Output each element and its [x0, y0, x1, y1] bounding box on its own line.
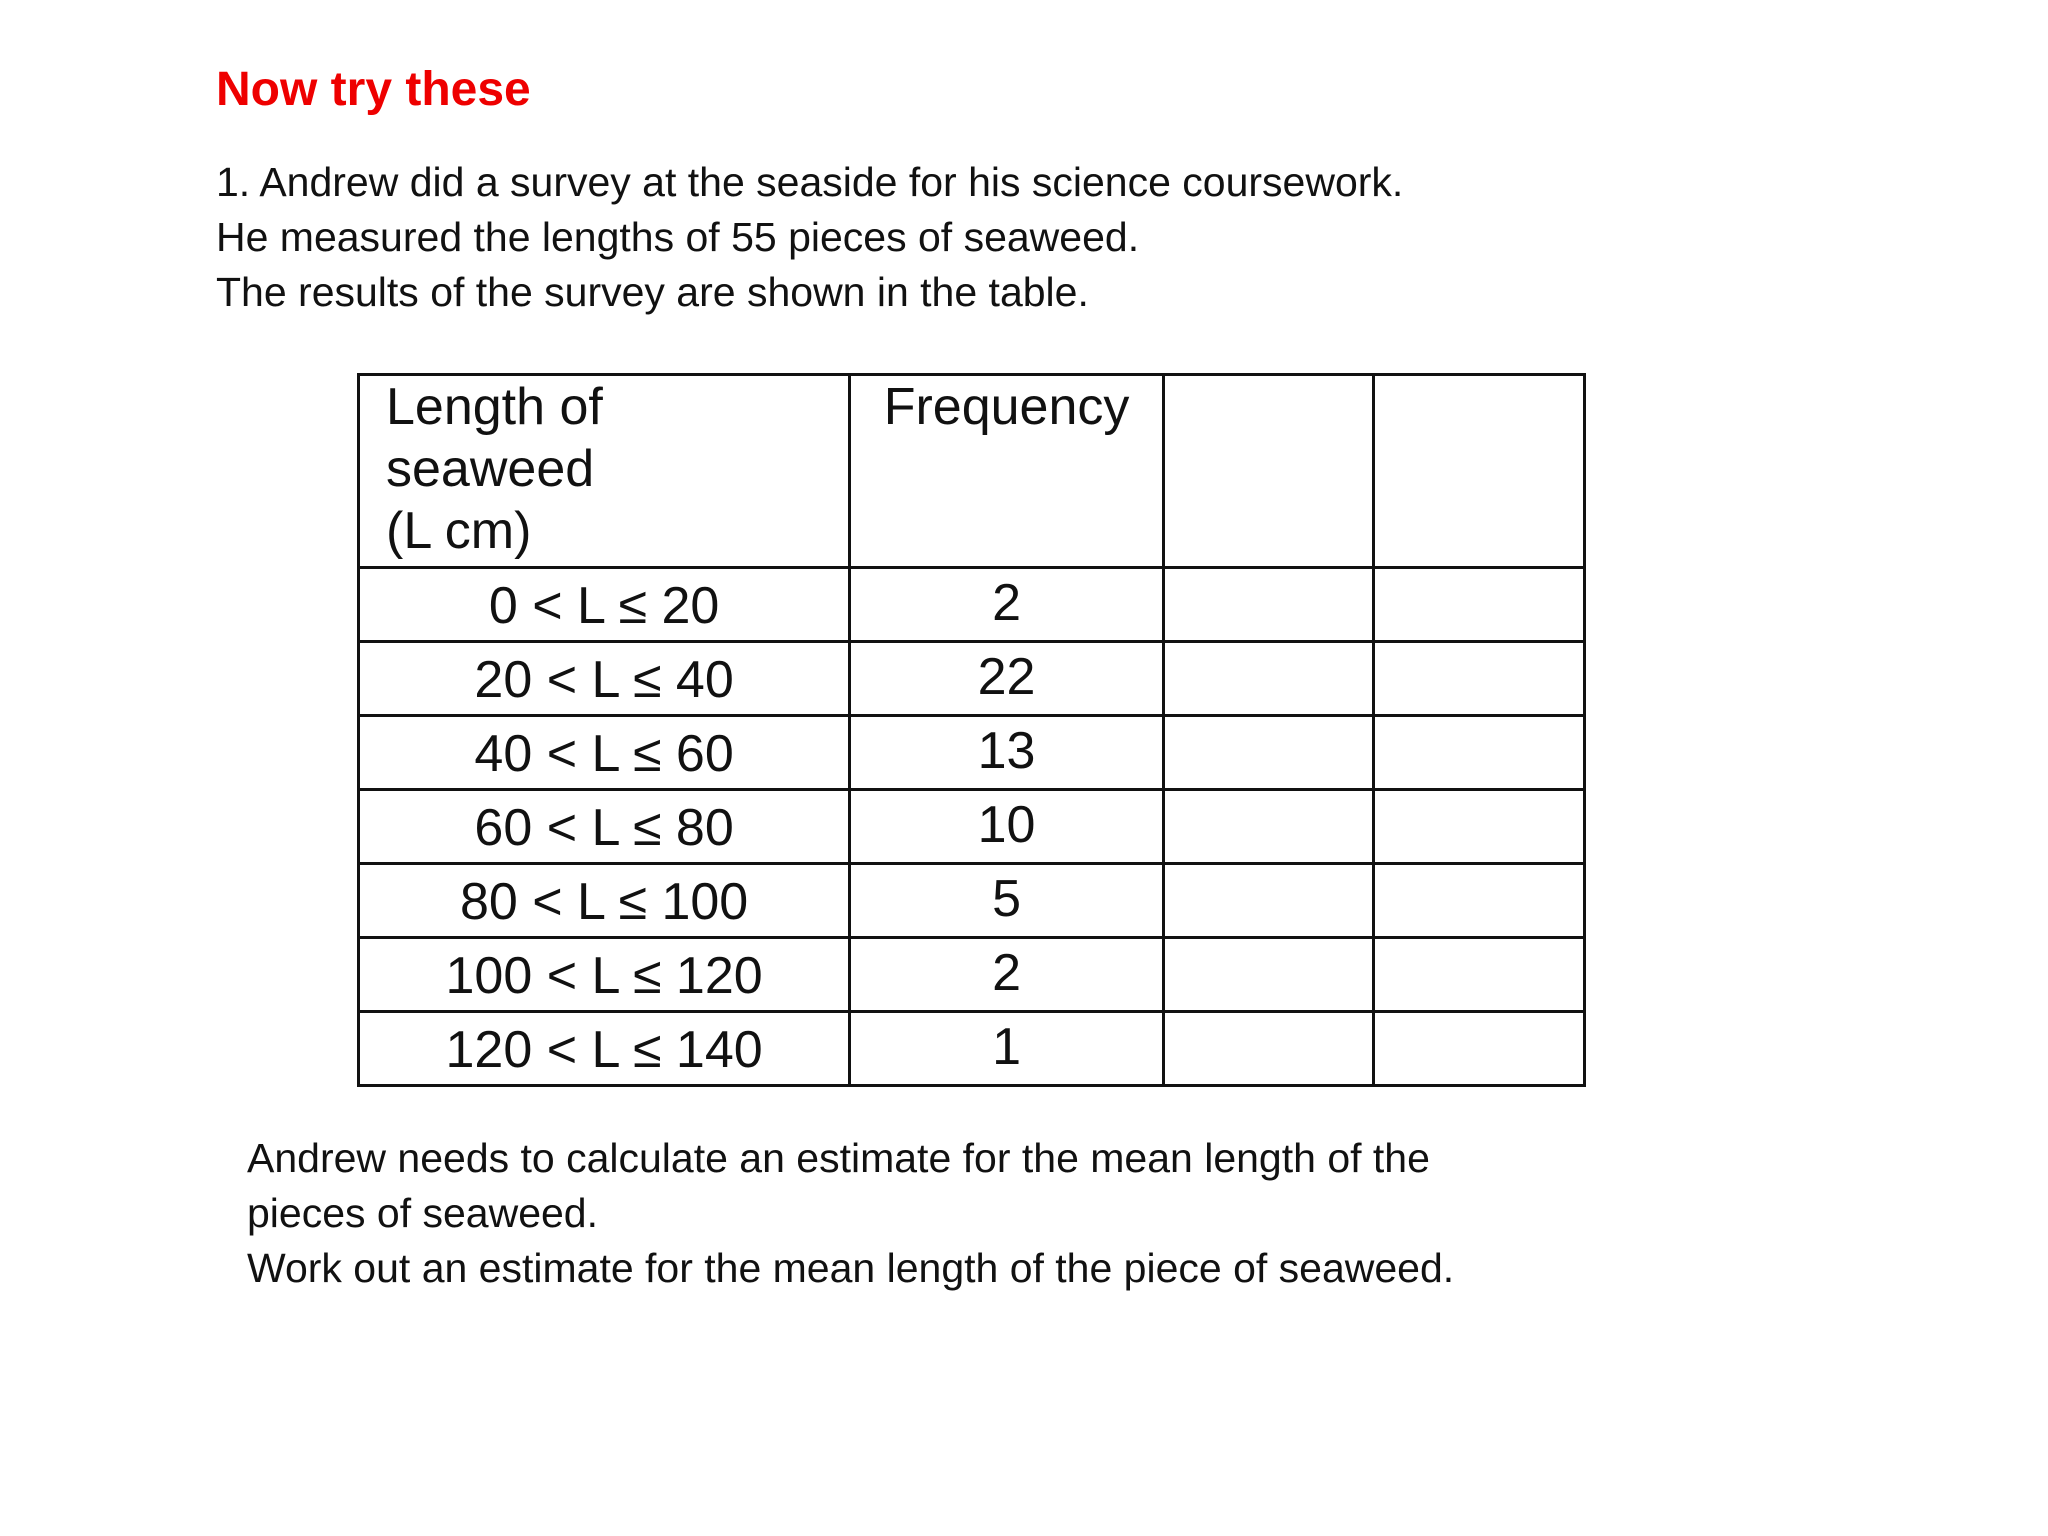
question-line: 1. Andrew did a survey at the seaside for his science coursework. [216, 159, 1404, 205]
blank-cell [1374, 790, 1585, 864]
header-length-line: Length of [386, 378, 603, 436]
frequency-cell: 2 [850, 938, 1164, 1012]
table-row [359, 1012, 1585, 1086]
frequency-cell: 10 [850, 790, 1164, 864]
table-row [359, 568, 1585, 642]
question-line: He measured the lengths of 55 pieces of seaweed. [216, 214, 1140, 260]
frequency-cell: 13 [850, 716, 1164, 790]
table-row [359, 642, 1585, 716]
blank-cell [1163, 864, 1374, 938]
task-line: Work out an estimate for the mean length of the piece of seaweed. [247, 1245, 1455, 1291]
blank-cell [1374, 938, 1585, 1012]
frequency-cell: 5 [850, 864, 1164, 938]
interval-cell: 60 < L ≤ 80 [359, 790, 850, 864]
question-line: The results of the survey are shown in the table. [216, 269, 1089, 315]
question-text [216, 155, 1403, 320]
table-header-row [359, 375, 1585, 568]
blank-cell [1374, 716, 1585, 790]
blank-cell [1163, 790, 1374, 864]
frequency-cell: 2 [850, 568, 1164, 642]
table-row [359, 864, 1585, 938]
interval-cell: 40 < L ≤ 60 [359, 716, 850, 790]
blank-cell [1163, 568, 1374, 642]
interval-cell: 120 < L ≤ 140 [359, 1012, 850, 1086]
task-text [247, 1131, 1454, 1296]
table-row [359, 938, 1585, 1012]
table-row [359, 716, 1585, 790]
blank-cell [1163, 938, 1374, 1012]
header-length [359, 375, 850, 568]
page-title: Now try these [216, 63, 531, 116]
table-row [359, 790, 1585, 864]
interval-cell: 0 < L ≤ 20 [359, 568, 850, 642]
header-length-line: (L cm) [386, 502, 532, 560]
header-length-line: seaweed [386, 440, 595, 498]
blank-cell [1374, 568, 1585, 642]
blank-cell [1374, 1012, 1585, 1086]
blank-cell [1374, 864, 1585, 938]
blank-cell [1163, 642, 1374, 716]
blank-cell [1163, 716, 1374, 790]
frequency-cell: 1 [850, 1012, 1164, 1086]
frequency-table [357, 373, 1586, 1087]
blank-cell [1163, 1012, 1374, 1086]
header-blank-cell [1163, 375, 1374, 568]
interval-cell: 20 < L ≤ 40 [359, 642, 850, 716]
task-line: pieces of seaweed. [247, 1190, 599, 1236]
task-line: Andrew needs to calculate an estimate for the mean length of the [247, 1135, 1430, 1181]
frequency-cell: 22 [850, 642, 1164, 716]
interval-cell: 100 < L ≤ 120 [359, 938, 850, 1012]
interval-cell: 80 < L ≤ 100 [359, 864, 850, 938]
header-frequency: Frequency [850, 375, 1164, 568]
blank-cell [1374, 642, 1585, 716]
header-blank-cell [1374, 375, 1585, 568]
